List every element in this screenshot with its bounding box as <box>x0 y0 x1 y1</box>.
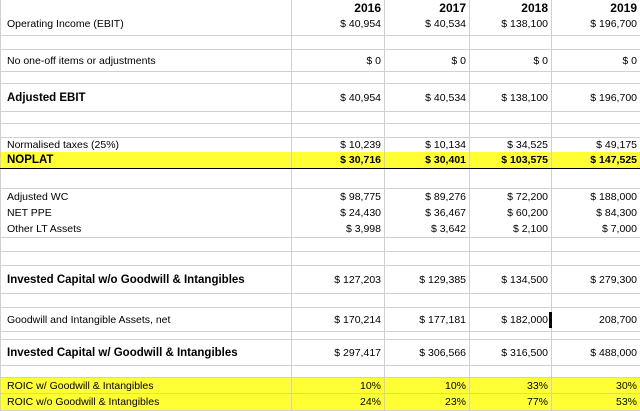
cell-2019[interactable]: $ 84,300 <box>596 207 637 219</box>
empty-cell[interactable] <box>0 169 292 188</box>
empty-cell[interactable] <box>385 238 470 251</box>
cell-2016[interactable]: $ 170,214 <box>292 308 385 331</box>
cell-2019[interactable]: 208,700 <box>599 313 637 326</box>
row-label[interactable]: NOPLAT <box>0 152 292 168</box>
empty-cell[interactable] <box>385 112 470 123</box>
cell-2018[interactable]: $ 316,500 <box>470 340 552 365</box>
cell-2018[interactable]: $ 60,200 <box>470 205 552 221</box>
empty-cell[interactable] <box>292 332 385 339</box>
empty-cell[interactable] <box>552 366 640 377</box>
cell-border-marker <box>549 312 552 328</box>
spacer-row <box>0 36 640 50</box>
cell-2016[interactable]: 24% <box>292 394 385 410</box>
empty-cell[interactable] <box>552 252 640 265</box>
row-normalised-taxes <box>0 138 640 152</box>
empty-cell[interactable] <box>470 252 552 265</box>
empty-cell[interactable] <box>470 294 552 307</box>
cell-2018[interactable]: 33% <box>470 378 552 393</box>
row-noplat <box>0 152 640 169</box>
cell-2017[interactable]: $ 177,181 <box>385 308 470 331</box>
cell-2017[interactable]: $ 0 <box>385 50 470 71</box>
cell-2017[interactable]: $ 40,534 <box>385 84 470 111</box>
empty-cell[interactable] <box>385 294 470 307</box>
row-label[interactable]: Other LT Assets <box>0 221 292 237</box>
empty-cell[interactable] <box>552 36 640 49</box>
cell-2019[interactable]: $ 147,525 <box>590 154 637 166</box>
cell-2016[interactable]: $ 98,775 <box>292 189 385 205</box>
row-adjusted-wc <box>0 189 640 205</box>
row-label[interactable]: Invested Capital w/o Goodwill & Intangibles <box>0 266 292 293</box>
cell-2016[interactable]: $ 24,430 <box>292 205 385 221</box>
cell-2018[interactable]: $ 182,000 <box>470 308 552 331</box>
empty-cell[interactable] <box>385 72 470 83</box>
empty-cell[interactable] <box>470 366 552 377</box>
cell-2017[interactable]: $ 306,566 <box>385 340 470 365</box>
row-label[interactable]: ROIC w/ Goodwill & Intangibles <box>0 378 292 393</box>
row-ebit <box>0 12 640 36</box>
empty-cell[interactable] <box>292 238 385 251</box>
spacer-row <box>0 169 640 189</box>
cell-2019[interactable]: 30% <box>615 379 637 392</box>
cell-2016[interactable]: $ 3,998 <box>292 221 385 237</box>
empty-cell[interactable] <box>470 124 552 137</box>
empty-cell[interactable] <box>470 36 552 49</box>
cell-2019[interactable]: $ 188,000 <box>590 191 637 203</box>
empty-cell[interactable] <box>470 169 552 188</box>
cell-2019[interactable]: $ 279,300 <box>590 273 637 286</box>
cell-2019[interactable]: $ 7,000 <box>601 223 637 235</box>
empty-cell[interactable] <box>292 252 385 265</box>
empty-cell[interactable] <box>385 36 470 49</box>
cell-2016[interactable]: $ 0 <box>292 50 385 71</box>
cell-2019[interactable]: $ 196,700 <box>590 17 637 30</box>
empty-cell[interactable] <box>470 332 552 339</box>
cell-2019[interactable]: 53% <box>615 396 637 408</box>
cell-2019[interactable]: $ 49,175 <box>596 139 637 151</box>
empty-cell[interactable] <box>552 112 640 123</box>
spacer-row <box>0 112 640 124</box>
cell-2019[interactable]: $ 0 <box>622 54 637 67</box>
cell-2017[interactable]: $ 36,467 <box>385 205 470 221</box>
empty-cell[interactable] <box>292 169 385 188</box>
empty-cell[interactable] <box>0 112 292 123</box>
row-goodwill-intangibles <box>0 308 640 332</box>
cell-2016[interactable]: 10% <box>292 378 385 393</box>
row-label[interactable]: NET PPE <box>0 205 292 221</box>
spacer-row <box>0 294 640 308</box>
empty-cell[interactable] <box>292 36 385 49</box>
empty-cell[interactable] <box>0 238 292 251</box>
empty-cell[interactable] <box>292 72 385 83</box>
row-label[interactable]: Invested Capital w/ Goodwill & Intangibles <box>0 340 292 365</box>
empty-cell[interactable] <box>0 294 292 307</box>
cell-2018[interactable]: $ 103,575 <box>470 152 552 168</box>
year-header-2018[interactable]: 2018 <box>470 0 552 12</box>
empty-cell[interactable] <box>385 332 470 339</box>
empty-cell[interactable] <box>0 332 292 339</box>
cell-2016[interactable]: $ 40,954 <box>292 12 385 35</box>
cell-2017[interactable]: $ 40,534 <box>385 12 470 35</box>
empty-cell[interactable] <box>470 72 552 83</box>
empty-cell[interactable] <box>552 238 640 251</box>
row-other-lt-assets <box>0 221 640 238</box>
year-header-2017[interactable]: 2017 <box>385 0 470 12</box>
row-invested-capital-without-goodwill <box>0 266 640 294</box>
empty-cell[interactable] <box>552 124 640 137</box>
row-invested-capital-with-goodwill <box>0 340 640 366</box>
cell-2017[interactable]: $ 129,385 <box>385 266 470 293</box>
empty-cell[interactable] <box>292 366 385 377</box>
cell-2018[interactable]: $ 138,100 <box>470 84 552 111</box>
empty-cell[interactable] <box>0 36 292 49</box>
cell-2016[interactable]: $ 40,954 <box>292 84 385 111</box>
cell-2018[interactable]: $ 138,100 <box>470 12 552 35</box>
cell-2017[interactable]: $ 3,642 <box>385 221 470 237</box>
cell-2016[interactable]: $ 127,203 <box>292 266 385 293</box>
cell-2017[interactable]: $ 10,134 <box>385 138 470 152</box>
header-row <box>0 0 640 12</box>
row-no-adjustments <box>0 50 640 72</box>
row-label[interactable]: Operating Income (EBIT) <box>0 12 292 35</box>
empty-cell[interactable] <box>292 124 385 137</box>
empty-cell[interactable] <box>0 252 292 265</box>
empty-cell[interactable] <box>385 366 470 377</box>
empty-cell[interactable] <box>552 169 640 188</box>
year-header-2019[interactable]: 2019 <box>610 1 637 12</box>
row-label[interactable]: Adjusted EBIT <box>0 84 292 111</box>
header-label-cell[interactable] <box>0 0 292 12</box>
cell-2016[interactable]: $ 297,417 <box>292 340 385 365</box>
empty-cell[interactable] <box>552 72 640 83</box>
cell-2017[interactable]: $ 30,401 <box>385 152 470 168</box>
spacer-row <box>0 252 640 266</box>
row-roic-without-goodwill <box>0 394 640 411</box>
spacer-row <box>0 72 640 84</box>
empty-cell[interactable] <box>292 112 385 123</box>
cell-2018[interactable]: $ 72,200 <box>470 189 552 205</box>
row-label[interactable]: Normalised taxes (25%) <box>0 138 292 152</box>
row-net-ppe <box>0 205 640 221</box>
cell-2018[interactable]: 77% <box>470 394 552 410</box>
empty-cell[interactable] <box>470 112 552 123</box>
empty-cell[interactable] <box>0 124 292 137</box>
cell-2019[interactable]: $ 488,000 <box>590 346 637 359</box>
year-header-2016[interactable]: 2016 <box>292 0 385 12</box>
cell-2017[interactable]: $ 89,276 <box>385 189 470 205</box>
spacer-row <box>0 238 640 252</box>
empty-cell[interactable] <box>0 72 292 83</box>
spacer-row <box>0 366 640 378</box>
empty-cell[interactable] <box>552 294 640 307</box>
cell-2018[interactable]: $ 34,525 <box>470 138 552 152</box>
row-label[interactable]: No one-off items or adjustments <box>0 50 292 71</box>
cell-2016[interactable]: $ 10,239 <box>292 138 385 152</box>
cell-2017[interactable]: 23% <box>385 394 470 410</box>
empty-cell[interactable] <box>385 169 470 188</box>
cell-2016[interactable]: $ 30,716 <box>292 152 385 168</box>
row-label[interactable]: Goodwill and Intangible Assets, net <box>0 308 292 331</box>
spacer-row <box>0 332 640 340</box>
cell-2018[interactable]: $ 0 <box>470 50 552 71</box>
row-roic-with-goodwill <box>0 378 640 394</box>
cell-2018[interactable]: $ 2,100 <box>470 221 552 237</box>
row-label[interactable]: Adjusted WC <box>0 189 292 205</box>
spacer-row <box>0 124 640 138</box>
empty-cell[interactable] <box>385 124 470 137</box>
row-label[interactable]: ROIC w/o Goodwill & Intangibles <box>0 394 292 410</box>
empty-cell[interactable] <box>470 238 552 251</box>
cell-2017[interactable]: 10% <box>385 378 470 393</box>
empty-cell[interactable] <box>292 294 385 307</box>
cell-2019[interactable]: $ 196,700 <box>590 91 637 104</box>
empty-cell[interactable] <box>385 252 470 265</box>
cell-2018[interactable]: $ 134,500 <box>470 266 552 293</box>
empty-cell[interactable] <box>552 332 640 339</box>
row-adjusted-ebit <box>0 84 640 112</box>
empty-cell[interactable] <box>0 366 292 377</box>
